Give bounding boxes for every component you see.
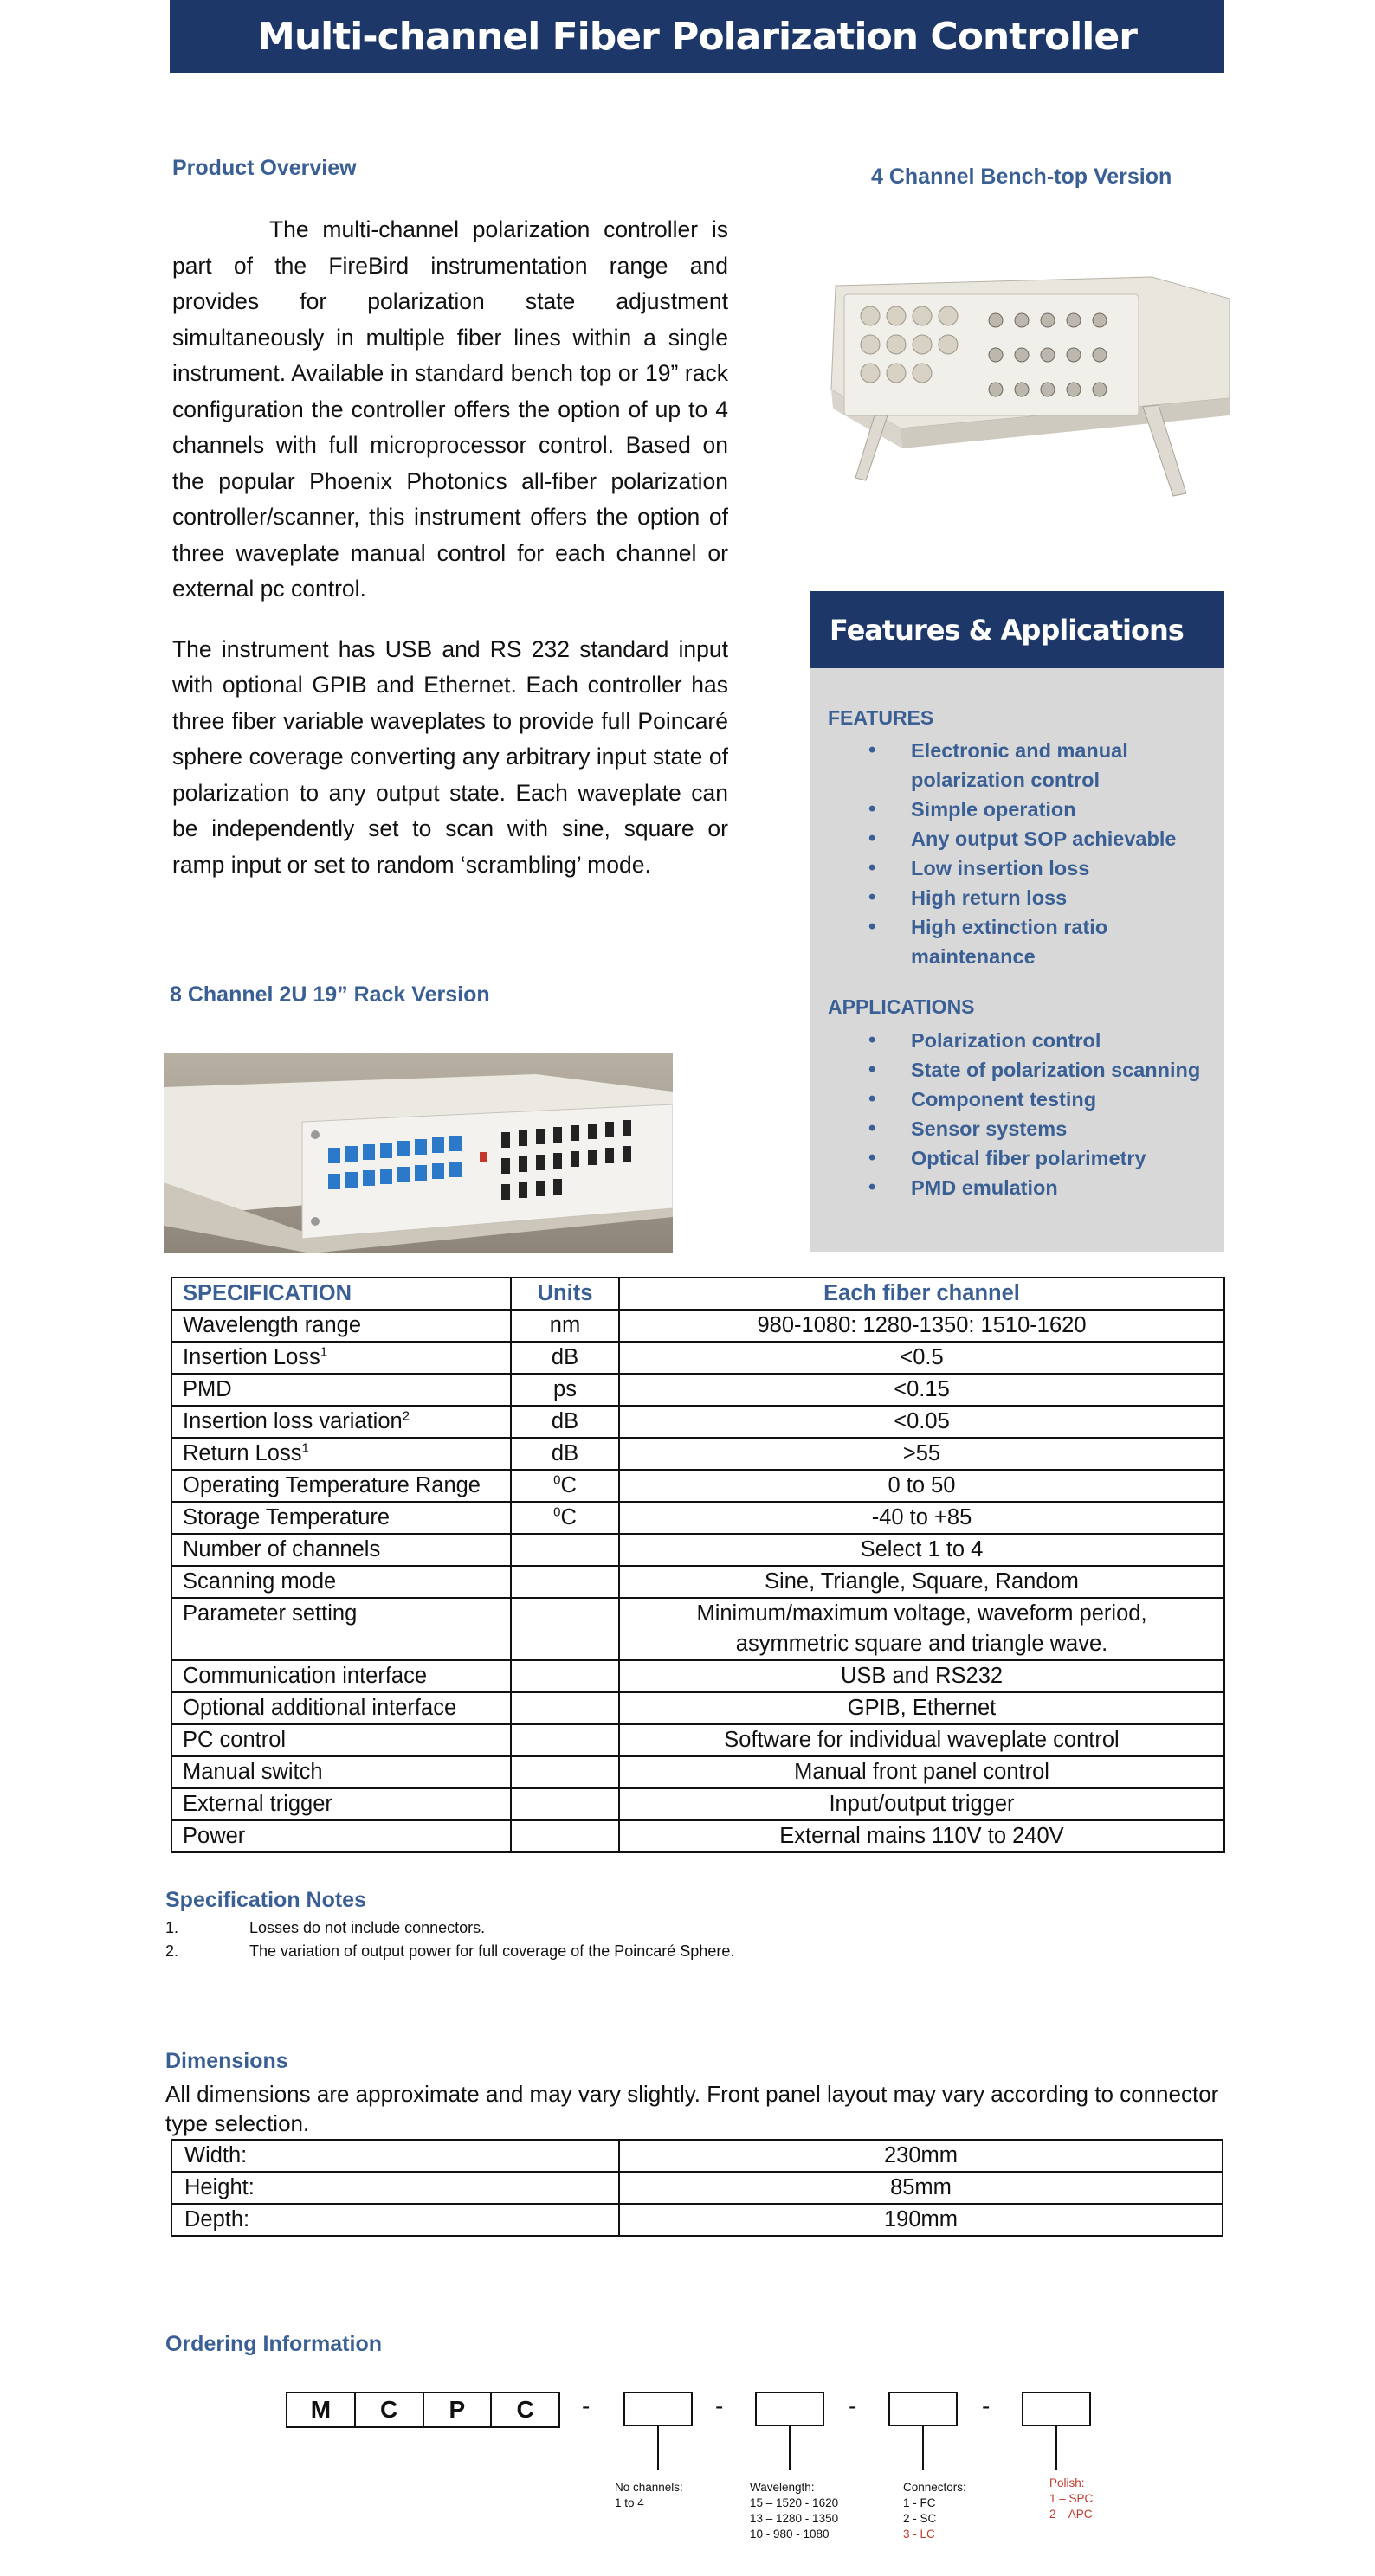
channels-option-caption: No channels: 1 to 4 [615,2481,683,2509]
dimensions-table [171,2139,1223,2237]
table-header-row [171,1278,1224,1310]
table-row [171,1598,1224,1660]
dimension-label: Depth: [171,2204,619,2236]
table-row [171,1502,1224,1534]
wavelength-option-caption: Wavelength: 15 – 1520 - 1620 13 – 1280 - 1350 10 - 980 - 1080 [750,2481,839,2541]
spec-unit: ps [511,1374,619,1406]
spec-unit: dB [511,1438,619,1470]
part-code-prefix [286,2392,560,2428]
spec-unit: $^0$C [511,1470,619,1502]
overview-body [172,212,728,902]
table-row [171,1342,1224,1374]
code-separator: - [849,2392,857,2419]
spec-unit [511,1660,619,1692]
connector-line [1055,2425,1057,2470]
table-row [171,2172,1223,2204]
feature-item: • Simple operation [810,795,1224,824]
application-item: • Sensor systems [810,1114,1224,1143]
part-code-letter: M [287,2393,356,2426]
applications-list [810,1026,1224,1202]
application-item: • Optical fiber polarimetry [810,1143,1224,1173]
spec-note-number: 1. [165,1919,179,1936]
features-label: FEATURES [828,706,934,729]
table-row [171,1820,1224,1852]
dimension-value: 190mm [619,2204,1223,2236]
part-code-letter: C [516,2396,534,2423]
table-row [171,1470,1224,1502]
application-item: • PMD emulation [810,1173,1224,1202]
code-separator: - [582,2392,591,2419]
spec-unit [511,1820,619,1852]
spec-name: Number of channels [171,1534,511,1566]
application-item: • Polarization control [810,1026,1224,1055]
connector-code-box [888,2392,958,2426]
table-row [171,2140,1223,2172]
spec-name: Wavelength range [171,1310,511,1342]
feature-item: • Electronic and manual polarization control [810,736,1224,795]
table-row [171,1788,1224,1820]
spec-name: Return Loss$^1$ [171,1438,511,1470]
spec-name: Scanning mode [171,1566,511,1598]
ordering-heading: Ordering Information [165,2332,382,2356]
table-row [171,1660,1224,1692]
spec-unit [511,1788,619,1820]
connectors-option-caption: Connectors: 1 - FC 2 - SC 3 - LC [903,2481,966,2541]
spec-value: 980-1080: 1280-1350: 1510-1620 [619,1310,1224,1342]
features-panel-title: Features & Applications [810,591,1224,668]
code-separator: - [982,2392,991,2419]
spec-unit: dB [511,1342,619,1374]
rack-product-image [164,1053,673,1253]
spec-name: Storage Temperature [171,1502,511,1534]
spec-unit [511,1756,619,1788]
rack-heading: 8 Channel 2U 19” Rack Version [170,982,490,1007]
spec-name: Optional additional interface [171,1692,511,1724]
feature-item: • High extinction ratio maintenance [810,912,1224,971]
dimensions-description: All dimensions are approximate and may vary slightly. Front panel layout may vary according to connector type selection. [165,2081,1219,2136]
spec-value: Input/output trigger [619,1788,1224,1820]
connector-line [657,2425,659,2470]
spec-name: Power [171,1820,511,1852]
features-applications-panel [810,591,1224,1252]
spec-value: Manual front panel control [619,1756,1224,1788]
spec-name: Manual switch [171,1756,511,1788]
table-row [171,1310,1224,1342]
feature-item: • Any output SOP achievable [810,824,1224,853]
spec-value: GPIB, Ethernet [619,1692,1224,1724]
spec-note-text: Losses do not include connectors. [249,1919,486,1936]
spec-notes-heading: Specification Notes [165,1888,366,1912]
spec-unit [511,1724,619,1756]
table-row [171,1692,1224,1724]
dimension-value: 230mm [619,2140,1223,2172]
table-row [171,1566,1224,1598]
table-row [171,1756,1224,1788]
spec-value: 0 to 50 [619,1470,1224,1502]
spec-value: -40 to +85 [619,1502,1224,1534]
table-row [171,1534,1224,1566]
code-separator: - [715,2392,724,2419]
application-item: • State of polarization scanning [810,1055,1224,1085]
column-header: Each fiber channel [619,1278,1224,1310]
overview-paragraph-2: The instrument has USB and RS 232 standard input with optional GPIB and Ethernet. Each controller has three fiber variable waveplates to provide full Poincaré sphere coverage converting any arbitrary input state of polarization to any output state. Each waveplate can be independently set to scan with sine, square or ramp input or set to random ‘scrambling’ mode. [172,635,728,878]
table-row [171,1374,1224,1406]
spec-name: Operating Temperature Range [171,1470,511,1502]
spec-value: Software for individual waveplate control [619,1724,1224,1756]
dimension-label: Width: [171,2140,619,2172]
part-code-letter: C [356,2393,424,2426]
spec-name: PMD [171,1374,511,1406]
spec-name: Communication interface [171,1660,511,1692]
spec-name: External trigger [171,1788,511,1820]
spec-unit [511,1534,619,1566]
spec-note-text: The variation of output power for full coverage of the Poincaré Sphere. [249,1942,735,1960]
column-header: SPECIFICATION [171,1278,511,1310]
spec-unit: nm [511,1310,619,1342]
spec-value: External mains 110V to 240V [619,1820,1224,1852]
page-title: Multi-channel Fiber Polarization Controller [170,0,1224,73]
dimensions-heading: Dimensions [165,2049,288,2073]
connector-line [922,2425,924,2470]
spec-unit [511,1692,619,1724]
spec-unit [511,1598,619,1660]
bench-top-product-image [823,251,1238,528]
spec-name: Insertion Loss$^1$ [171,1342,511,1374]
overview-paragraph-1: The multi-channel polarization controller is part of the FireBird instrumentation range and provides for polarization state adjustment simultaneously in multiple fiber lines within a single instrument. Available in standard bench top or 19” rack configuration the controller offers the option of up to 4 channels with full microprocessor control. Based on the popular Phoenix Photonics all-fiber polarization controller/scanner, this instrument offers the option of three waveplate manual control for each channel or external pc control. [172,216,728,602]
feature-item: • High return loss [810,883,1224,912]
overview-heading: Product Overview [172,156,357,180]
spec-value: Sine, Triangle, Square, Random [619,1566,1224,1598]
table-row [171,1438,1224,1470]
column-header: Units [511,1278,619,1310]
table-row [171,1406,1224,1438]
part-code-letter: P [424,2393,493,2426]
spec-value: Minimum/maximum voltage, waveform period, asymmetric square and triangle wave. [619,1598,1224,1660]
spec-value: <0.05 [619,1406,1224,1438]
spec-unit: dB [511,1406,619,1438]
bench-top-heading: 4 Channel Bench-top Version [871,164,1172,189]
dimension-label: Height: [171,2172,619,2204]
polish-code-box [1022,2392,1091,2426]
specification-table [171,1277,1225,1853]
applications-label: APPLICATIONS [828,995,975,1018]
channels-code-box [623,2392,693,2426]
spec-name: Parameter setting [171,1598,511,1660]
connector-line [789,2425,791,2470]
wavelength-code-box [755,2392,824,2426]
features-list [810,736,1224,971]
spec-value: Select 1 to 4 [619,1534,1224,1566]
polish-option-caption: Polish: 1 – SPC 2 – APC [1049,2476,1094,2521]
table-row [171,2204,1223,2236]
spec-unit [511,1566,619,1598]
table-row [171,1724,1224,1756]
feature-item: • Low insertion loss [810,853,1224,883]
spec-value: >55 [619,1438,1224,1470]
spec-value: <0.15 [619,1374,1224,1406]
spec-name: PC control [171,1724,511,1756]
dimension-value: 85mm [619,2172,1223,2204]
spec-name: Insertion loss variation$^2$ [171,1406,511,1438]
spec-note-number: 2. [165,1942,179,1960]
spec-value: <0.5 [619,1342,1224,1374]
spec-unit: $^0$C [511,1502,619,1534]
spec-value: USB and RS232 [619,1660,1224,1692]
application-item: • Component testing [810,1085,1224,1114]
